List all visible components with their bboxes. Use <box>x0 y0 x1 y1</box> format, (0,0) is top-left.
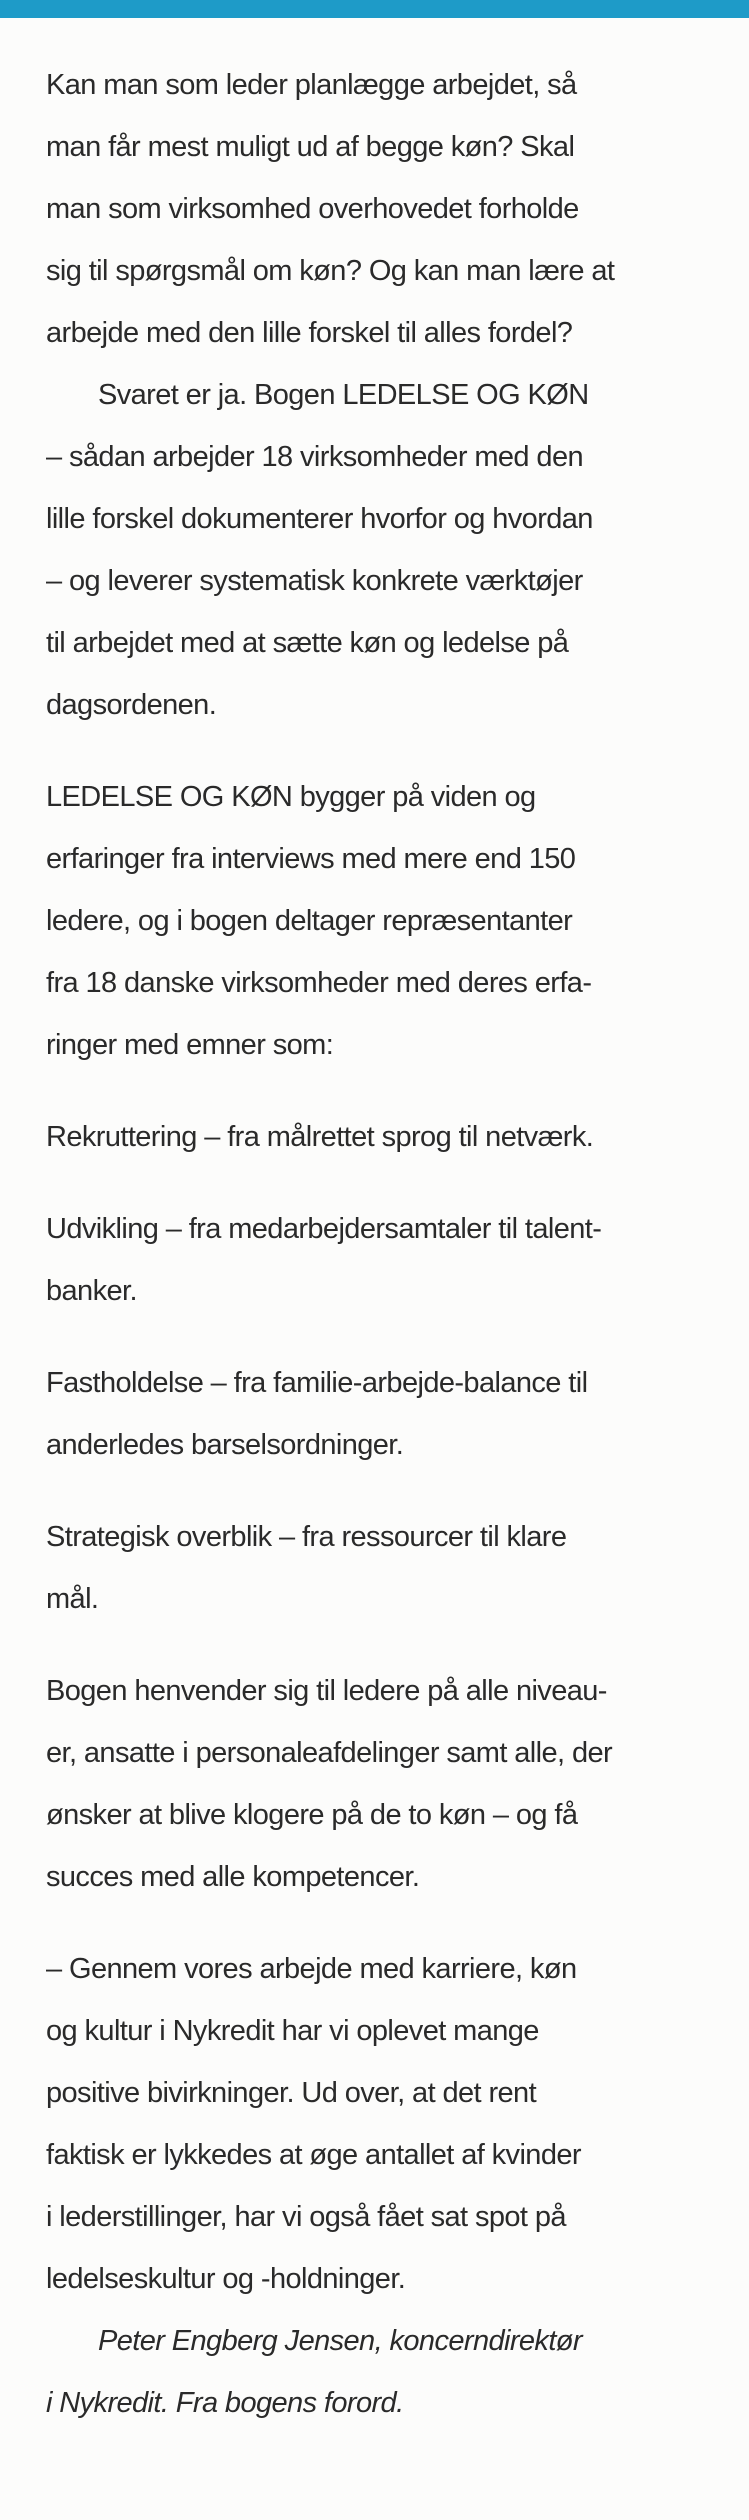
back-cover-text <box>46 54 726 2434</box>
paragraph-basis <box>46 766 726 1076</box>
text-line: dagsordenen. <box>46 689 217 721</box>
paragraph-topic-retention <box>46 1352 726 1476</box>
text-line: er, ansatte i personaleafdelinger samt alle, der <box>46 1737 613 1769</box>
text-line: Fastholdelse – fra familie-arbejde-balance til <box>46 1367 588 1399</box>
text-line: LEDELSE OG KØN bygger på viden og <box>46 781 536 813</box>
text-line: succes med alle kompetencer. <box>46 1861 420 1893</box>
text-line: Udvikling – fra medarbejdersamtaler til talent- <box>46 1213 602 1245</box>
paragraph-intro <box>46 54 726 364</box>
text-line: Svaret er ja. Bogen LEDELSE OG KØN <box>98 379 589 411</box>
text-line: i lederstillinger, har vi også fået sat spot på <box>46 2201 566 2233</box>
text-line: positive bivirkninger. Ud over, at det rent <box>46 2077 537 2109</box>
text-line: Kan man som leder planlægge arbejdet, så <box>46 69 577 101</box>
quote-attribution <box>46 2310 726 2434</box>
text-line: arbejde med den lille forskel til alles fordel? <box>46 317 573 349</box>
text-line: man som virksomhed overhovedet forholde <box>46 193 579 225</box>
paragraph-answer <box>46 364 726 736</box>
text-line: – og leverer systematisk konkrete værktøjer <box>46 565 583 597</box>
text-line: Strategisk overblik – fra ressourcer til klare <box>46 1521 567 1553</box>
text-line: erfaringer fra interviews med mere end 150 <box>46 843 576 875</box>
text-line: faktisk er lykkedes at øge antallet af kvinder <box>46 2139 581 2171</box>
paragraph-audience <box>46 1660 726 1908</box>
text-line: mål. <box>46 1583 99 1615</box>
text-line: – Gennem vores arbejde med karriere, køn <box>46 1953 577 1985</box>
top-color-band <box>0 0 749 18</box>
text-line: i Nykredit. Fra bogens forord. <box>46 2387 404 2419</box>
text-line: man får mest muligt ud af begge køn? Skal <box>46 131 575 163</box>
text-line: ringer med emner som: <box>46 1029 334 1061</box>
text-line: til arbejdet med at sætte køn og ledelse på <box>46 627 569 659</box>
text-line: Bogen henvender sig til ledere på alle niveau- <box>46 1675 607 1707</box>
paragraph-topic-strategy <box>46 1506 726 1630</box>
text-line: anderledes barselsordninger. <box>46 1429 404 1461</box>
paragraph-topic-development <box>46 1198 726 1322</box>
text-line: og kultur i Nykredit har vi oplevet mange <box>46 2015 539 2047</box>
paragraph-topic-recruitment <box>46 1106 726 1168</box>
text-line: banker. <box>46 1275 137 1307</box>
text-line: sig til spørgsmål om køn? Og kan man lære at <box>46 255 615 287</box>
text-line: ledelseskultur og -holdninger. <box>46 2263 406 2295</box>
text-line: lille forskel dokumenterer hvorfor og hvordan <box>46 503 593 535</box>
text-line: ledere, og i bogen deltager repræsentanter <box>46 905 573 937</box>
text-line: Rekruttering – fra målrettet sprog til netværk. <box>46 1121 594 1153</box>
text-line: fra 18 danske virksomheder med deres erfa- <box>46 967 592 999</box>
paragraph-quote <box>46 1938 726 2310</box>
text-line: ønsker at blive klogere på de to køn – og få <box>46 1799 578 1831</box>
text-line: – sådan arbejder 18 virksomheder med den <box>46 441 583 473</box>
text-line: Peter Engberg Jensen, koncerndirektør <box>98 2325 582 2357</box>
